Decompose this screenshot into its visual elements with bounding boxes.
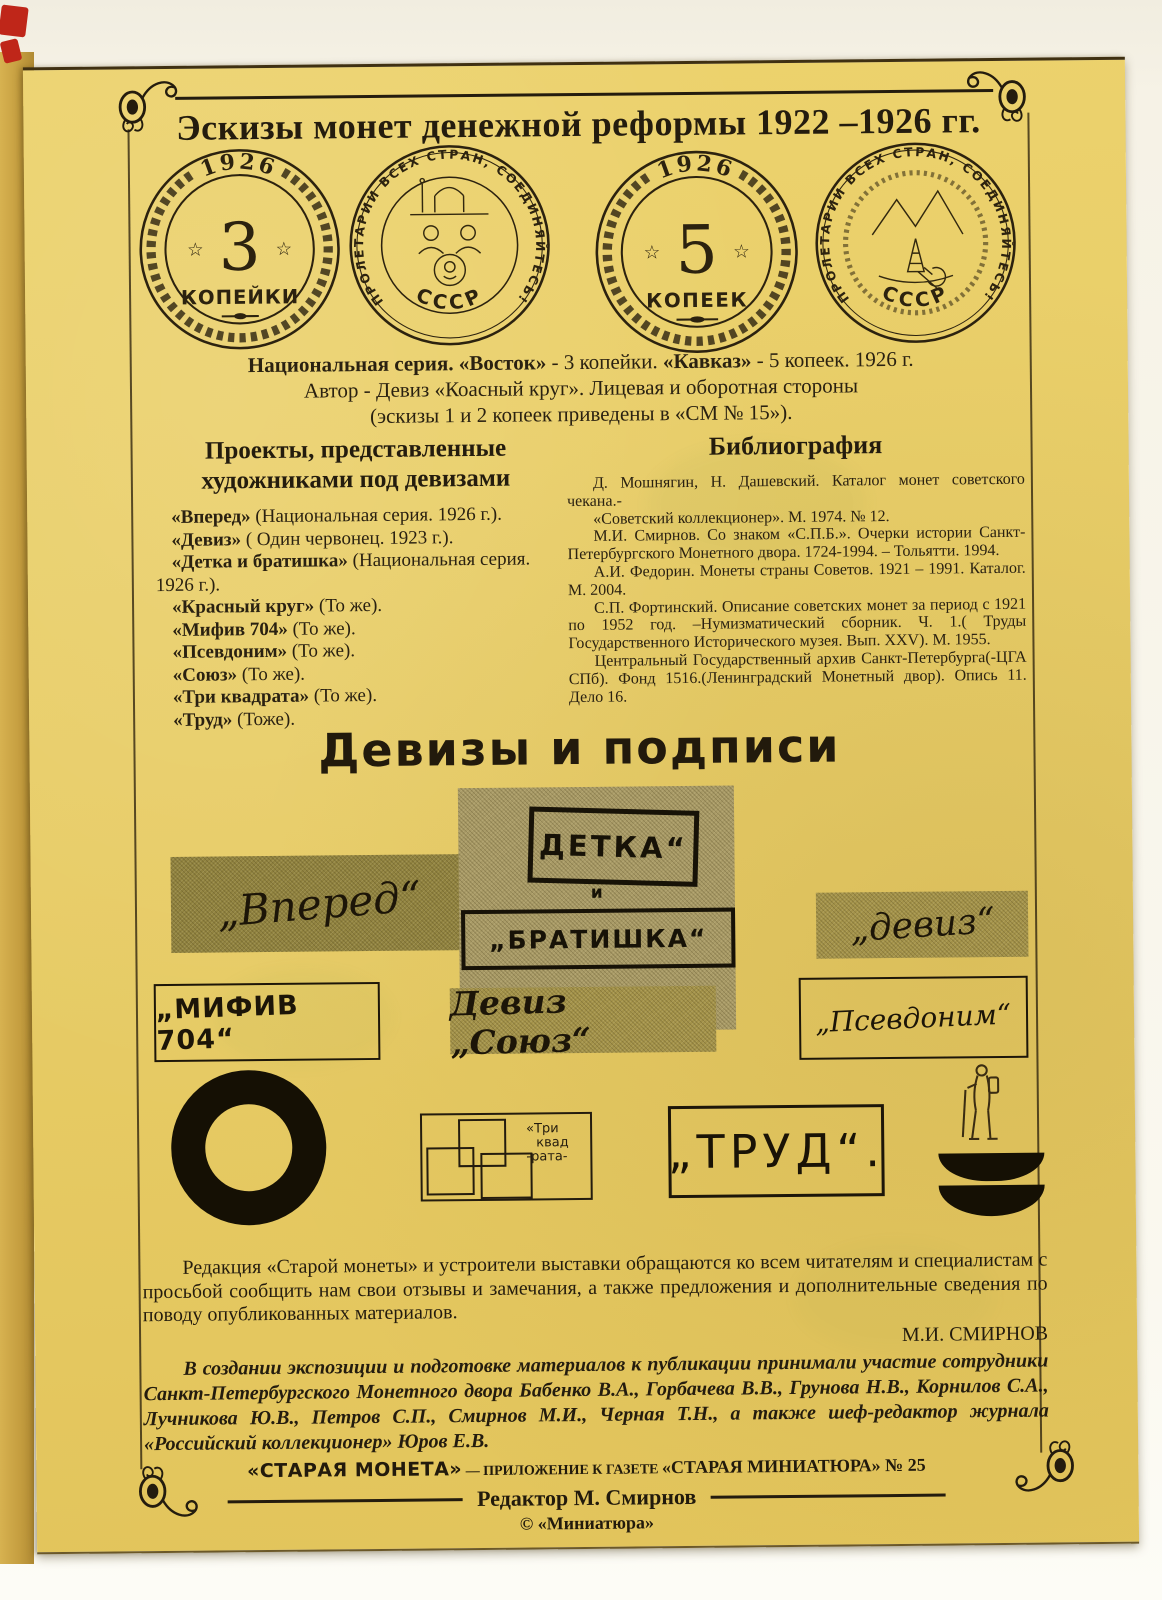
half-disc-symbol <box>938 1153 1044 1182</box>
motto-vpered-text: „Вперед“ <box>215 870 423 937</box>
coin-country: СССР <box>412 282 488 315</box>
svg-text:ПРОЛЕТАРИИ ВСЕХ СТРАН, СОЕДИНЯ <box>351 147 549 309</box>
bibliography-entry: «Советский коллекционер». М. 1974. № 12. <box>593 507 890 528</box>
list-item: «Девиз» ( Один червонец. 1923 г.). <box>171 526 454 551</box>
footer-copyright: © «Миниатюра» <box>519 1512 655 1534</box>
footer-mid: — ПРИЛОЖЕНИЕ К ГАЗЕТЕ <box>462 1462 663 1480</box>
bibliography-column <box>566 429 1027 707</box>
motto-deviz-text: „девиз“ <box>848 899 996 950</box>
coin-5-kopecks-obverse <box>592 147 802 357</box>
list-item: «Красный круг» (То же). <box>171 594 383 618</box>
caption-line-3: (эскизы 1 и 2 копеек приведены в «СМ № 15»). <box>369 399 793 429</box>
list-item: «Мифив 704» (То же). <box>172 617 356 641</box>
list-item: «Псевдоним» (То же). <box>172 640 356 663</box>
projects-column <box>154 433 559 732</box>
motto-psevdonim-text: „Псевдоним“ <box>814 996 1013 1039</box>
page-title: Эскизы монет денежной реформы 1922 –1926 гг. <box>176 100 981 148</box>
motto-deviz <box>816 891 1029 959</box>
list-item: «Труд» (Тоже). <box>173 708 296 731</box>
top-border-rule <box>175 89 993 100</box>
coin-denomination: КОПЕЕК <box>646 288 749 313</box>
bratishka-box <box>461 908 736 971</box>
bibliography-entry: А.И. Федорин. Монеты страны Советов. 1921 – 1991. Каталог. М. 2004. <box>567 559 1026 599</box>
newsletter-page <box>23 57 1139 1555</box>
caption-bold-kavkaz: «Кавказ» <box>662 348 752 374</box>
credits-paragraph: В создании экспозиции и подготовке материалов к публикации принимали участие сотрудники Санкт-Петербургского Монетного двора Бабенко В.А., Горбачева В.В., Грунова Н.В., Корнилов С.А., Лучникова Ю.В., Петров С.П., Смирнов М.И., Черная Т.Н., а также шеф-редактор журнала «Российский коллекционер» Юров Е.В. <box>143 1349 1049 1456</box>
star-right: ☆ <box>732 241 750 263</box>
bibliography-entry: С.П. Фортинский. Описание советских монет за период с 1921 по 1952 год. –Нумизматический сборник. Ч. 1.( Труды Государственного Исторического музея. Вып. XXV). М. 1955. <box>568 595 1027 653</box>
red-circle-symbol <box>171 1069 327 1225</box>
detka-conjunction: и <box>590 882 603 903</box>
coin-value: 3 <box>218 208 261 287</box>
coin-year: 1926 <box>197 149 281 183</box>
caption-line-2: Автор - Девиз «Коасный круг». Лицевая и оборотная стороны <box>303 373 859 403</box>
footer-editor: Редактор М. Смирнов <box>476 1483 697 1512</box>
signature: М.И. СМИРНОВ <box>901 1322 1049 1346</box>
detka-text: ДЕТКА“ <box>538 827 689 866</box>
motto-trud <box>668 1104 885 1198</box>
bibliography-heading: Библиография <box>708 430 883 461</box>
closing-paragraph: Редакция «Старой монеты» и устроители выставки обращаются ко всем читателям и специалистам с просьбой сообщить нам свои отзывы и замечания, а также предложения и дополнительные сведения по поводу опубликованных материалов. <box>142 1248 1048 1327</box>
square-icon <box>426 1147 474 1195</box>
motto-deviz-soyuz <box>449 981 717 1063</box>
bratishka-text: „БРАТИШКА“ <box>489 923 708 955</box>
motto-mifiv-704 <box>154 982 381 1062</box>
coin-vostok-reverse <box>346 141 554 349</box>
mottos-heading: Девизы и подписи <box>318 718 841 778</box>
svg-text:СССР <box>413 283 488 315</box>
caption-text: - 5 копеек. 1926 г. <box>751 346 914 373</box>
coin-kavkaz-reverse <box>812 139 1020 347</box>
coin-country: СССР <box>878 280 954 313</box>
half-disc-symbol <box>939 1185 1045 1217</box>
coin-3-kopecks-obverse <box>136 145 344 353</box>
coin-legend: ПРОЛЕТАРИИ ВСЕХ СТРАН, СОЕДИНЯЙТЕСЬ! <box>351 147 548 309</box>
motto-psevdonim <box>799 976 1029 1060</box>
coin-value: 5 <box>675 210 719 289</box>
three-squares-symbol <box>420 1112 593 1202</box>
footer-brand: «СТАРАЯ МОНЕТА» <box>246 1458 463 1483</box>
red-paper-mark <box>0 38 22 64</box>
bibliography-entry: М.И. Смирнов. Со знаком «С.П.Б.». Очерки истории Санкт-Петербургского Монетного двора. 1724-1994. – Тольятти. 1994. <box>567 524 1026 564</box>
coin-denomination: КОПЕЙКИ <box>180 285 300 310</box>
square-icon <box>480 1152 532 1198</box>
list-item: «Союз» (То же). <box>172 663 306 686</box>
coins-caption <box>146 345 1017 431</box>
svg-text:1926 <box>653 150 738 185</box>
bibliography-entry: Д. Мошнягин, Н. Дашевский. Каталог монет советского чекана.- <box>566 470 1025 510</box>
motto-mifiv-text: „МИФИВ 704“ <box>155 989 300 1057</box>
list-item: «Три квадрата» (То же). <box>172 684 378 708</box>
coin-year: 1926 <box>653 150 739 185</box>
coin-legend: ПРОЛЕТАРИИ ВСЕХ СТРАН, СОЕДИНЯЙТЕСЬ! <box>817 145 1014 306</box>
star-left: ☆ <box>186 239 204 261</box>
footer-rule-left <box>228 1498 463 1503</box>
footer-issue: «СТАРАЯ МИНИАТЮРА» № 25 <box>661 1454 926 1478</box>
projects-heading: Проекты, представленные художниками под девизами <box>201 434 511 495</box>
three-squares-label: «Три квад -рата- <box>526 1121 569 1165</box>
motto-deviz-soyuz-text: Девиз „Союз“ <box>449 981 592 1063</box>
star-right: ☆ <box>275 238 293 261</box>
svg-text:СССР <box>879 280 954 312</box>
motto-trud-text: „ТРУД“. <box>667 1123 886 1180</box>
list-item: «Вперед» (Национальная серия. 1926 г.). <box>171 503 503 528</box>
bibliography-entry: Центральный Государственный архив Санкт-Петербурга(-ЦГА СПб). Фонд 1516.(Ленинградский Монетный двор). Опись 11. Дело 16. <box>568 648 1027 706</box>
caption-bold-vostok: Национальная серия. «Восток» <box>247 350 547 378</box>
star-left: ☆ <box>643 242 661 264</box>
hiker-sketch <box>947 1059 1010 1152</box>
red-paper-mark <box>0 4 29 37</box>
footer-rule-right <box>710 1493 945 1498</box>
list-item: «Детка и братишка» (Национальная серия. 1926 г.). <box>155 548 531 596</box>
footer-line-1 <box>156 1453 1016 1483</box>
motto-vpered <box>170 854 467 953</box>
bibliography-list <box>567 471 1027 707</box>
projects-list <box>155 503 559 732</box>
caption-text: - 3 копейки. <box>546 349 664 375</box>
detka-box <box>527 807 699 887</box>
